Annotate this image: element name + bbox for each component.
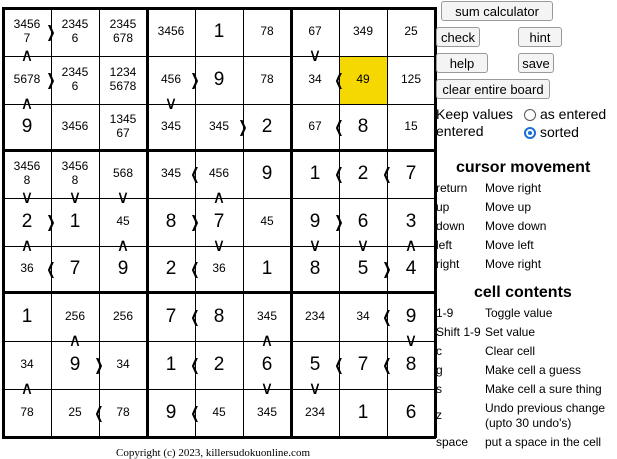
cell-r1c1[interactable]: 3456 7 [13, 17, 41, 45]
cell-contents-key: z [436, 408, 442, 422]
cursor-movement-desc: Move up [485, 200, 532, 214]
cell-r4c6[interactable]: 9 [261, 163, 273, 185]
caret-up-icon: ∧ [20, 45, 34, 66]
less-than-icon: ❮ [382, 164, 392, 183]
caret-down-icon: ∨ [308, 45, 322, 66]
cell-r3c3[interactable]: 1345 67 [109, 112, 137, 140]
cell-contents-key: Shift 1-9 [436, 325, 481, 339]
cell-r2c6[interactable]: 78 [260, 72, 274, 87]
cell-r1c8[interactable]: 349 [352, 24, 374, 39]
cell-r4c1[interactable]: 3456 8 [13, 159, 41, 187]
cell-r8c7[interactable]: 5 [309, 354, 321, 376]
cell-r8c5[interactable]: 2 [213, 354, 225, 376]
cell-r5c5[interactable]: 7 [213, 211, 225, 233]
greater-than-icon: ❯ [238, 117, 248, 136]
cell-r7c2[interactable]: 256 [64, 308, 86, 323]
cursor-movement-key: down [436, 219, 465, 233]
caret-up-icon: ∧ [20, 235, 34, 256]
greater-than-icon: ❯ [46, 22, 56, 41]
cell-r3c9[interactable]: 15 [404, 119, 418, 134]
cell-r7c8[interactable]: 34 [356, 308, 370, 323]
cell-r3c4[interactable]: 345 [160, 119, 182, 134]
grid-vline [290, 7, 293, 438]
greater-than-icon: ❯ [46, 70, 56, 89]
copyright-text: Copyright (c) 2023, killersudokuonline.com [116, 447, 310, 459]
caret-down-icon: ∨ [308, 378, 322, 399]
cell-r8c8[interactable]: 7 [357, 354, 369, 376]
cell-r9c7[interactable]: 234 [304, 405, 326, 420]
cell-r6c4[interactable]: 2 [165, 258, 177, 280]
grid-vline [2, 7, 5, 438]
caret-down-icon: ∨ [308, 235, 322, 256]
cell-r9c2[interactable]: 25 [68, 405, 82, 420]
less-than-icon: ❮ [94, 403, 104, 422]
grid-vline [243, 7, 244, 438]
cell-r4c4[interactable]: 345 [160, 166, 182, 181]
cell-r8c9[interactable]: 8 [405, 354, 417, 376]
cell-r4c7[interactable]: 1 [309, 163, 321, 185]
cell-r1c6[interactable]: 78 [260, 24, 274, 39]
cell-r4c2[interactable]: 3456 8 [61, 159, 89, 187]
cell-r5c9[interactable]: 3 [405, 211, 417, 233]
grid-vline [99, 7, 100, 438]
cell-r4c3[interactable]: 568 [112, 166, 134, 181]
less-than-icon: ❮ [190, 259, 200, 278]
cell-r2c1[interactable]: 5678 [13, 72, 41, 87]
cell-r5c3[interactable]: 45 [116, 214, 130, 229]
cell-r5c8[interactable]: 6 [357, 211, 369, 233]
cell-r9c1[interactable]: 78 [20, 405, 34, 420]
cell-r3c6[interactable]: 2 [261, 116, 273, 138]
radio-sorted-label[interactable]: sorted [540, 124, 579, 140]
cell-r9c4[interactable]: 9 [165, 402, 177, 424]
cell-r6c7[interactable]: 8 [309, 258, 321, 280]
cell-r1c3[interactable]: 2345 678 [109, 17, 137, 45]
cell-r8c6[interactable]: 6 [261, 354, 273, 376]
hint-button[interactable]: hint [518, 27, 562, 47]
cell-r2c3[interactable]: 1234 5678 [109, 65, 137, 93]
cell-contents-heading: cell contents [474, 284, 572, 301]
cell-r7c7[interactable]: 234 [304, 308, 326, 323]
grid-vline [195, 7, 196, 438]
cell-contents-desc: Make cell a guess [485, 363, 582, 377]
cell-r3c1[interactable]: 9 [21, 116, 33, 138]
clear-board-button[interactable]: clear entire board [436, 79, 550, 99]
cell-r5c4[interactable]: 8 [165, 211, 177, 233]
radio-sorted[interactable] [524, 127, 536, 139]
caret-up-icon: ∧ [260, 330, 274, 351]
cell-r4c8[interactable]: 2 [357, 163, 369, 185]
grid-hline [2, 149, 436, 152]
keep-values-label-line2: entered [436, 123, 484, 139]
cell-r5c7[interactable]: 9 [309, 211, 321, 233]
cell-r3c8[interactable]: 8 [357, 116, 369, 138]
caret-down-icon: ∨ [212, 235, 226, 256]
grid-hline [2, 104, 436, 105]
cell-r2c9[interactable]: 125 [400, 72, 422, 87]
less-than-icon: ❮ [334, 117, 344, 136]
cursor-movement-desc: Move left [485, 238, 534, 252]
cell-r5c1[interactable]: 2 [21, 211, 33, 233]
cell-r4c5[interactable]: 456 [208, 166, 230, 181]
caret-down-icon: ∨ [68, 187, 82, 208]
grid-hline [2, 246, 436, 247]
help-button[interactable]: help [436, 53, 488, 73]
cell-r5c2[interactable]: 1 [69, 211, 81, 233]
caret-up-icon: ∧ [116, 235, 130, 256]
cell-r6c2[interactable]: 7 [69, 258, 81, 280]
less-than-icon: ❮ [190, 403, 200, 422]
cell-r2c8[interactable]: 49 [339, 56, 387, 104]
cell-r5c6[interactable]: 45 [260, 214, 274, 229]
caret-down-icon: ∨ [260, 378, 274, 399]
grid-vline [51, 7, 52, 438]
grid-vline [146, 7, 149, 438]
greater-than-icon: ❯ [382, 259, 392, 278]
cell-r2c5[interactable]: 9 [213, 69, 225, 91]
less-than-icon: ❮ [334, 355, 344, 374]
less-than-icon: ❮ [382, 306, 392, 326]
cell-r6c8[interactable]: 5 [357, 258, 369, 280]
radio-as-entered[interactable] [524, 109, 536, 121]
cell-r8c3[interactable]: 34 [116, 357, 130, 372]
save-button[interactable]: save [518, 53, 554, 73]
cursor-movement-heading: cursor movement [456, 159, 591, 176]
caret-up-icon: ∧ [212, 187, 226, 208]
less-than-icon: ❮ [46, 259, 56, 278]
caret-down-icon: ∨ [20, 187, 34, 208]
cell-r8c2[interactable]: 9 [69, 354, 81, 376]
caret-up-icon: ∧ [20, 378, 34, 399]
grid-hline [2, 341, 436, 342]
grid-hline [2, 436, 436, 439]
cell-r6c9[interactable]: 4 [405, 258, 417, 280]
cursor-movement-key: return [436, 181, 468, 195]
less-than-icon: ❮ [382, 355, 392, 374]
cell-contents-key: c [436, 344, 442, 358]
cell-r8c1[interactable]: 34 [20, 357, 34, 372]
cell-r1c2[interactable]: 2345 6 [61, 17, 89, 45]
greater-than-icon: ❯ [46, 212, 56, 231]
cell-r2c4[interactable]: 456 [160, 72, 182, 87]
less-than-icon: ❮ [334, 164, 344, 183]
keep-values-label: Keep values [436, 106, 514, 122]
cursor-movement-desc: Move down [485, 219, 547, 233]
cell-r6c6[interactable]: 1 [261, 258, 273, 280]
sum-calculator-button[interactable]: sum calculator [441, 1, 553, 21]
less-than-icon: ❮ [190, 306, 200, 326]
caret-down-icon: ∨ [356, 235, 370, 256]
radio-as-entered-label[interactable]: as entered [540, 106, 607, 122]
cell-r7c1[interactable]: 1 [21, 305, 33, 327]
caret-up-icon: ∧ [20, 93, 34, 114]
cell-r3c2[interactable]: 3456 [61, 119, 89, 134]
grid-hline [2, 7, 436, 10]
caret-down-icon: ∨ [404, 330, 418, 351]
grid-hline [2, 291, 436, 294]
cell-r2c2[interactable]: 2345 6 [61, 65, 89, 93]
grid-hline [2, 389, 436, 390]
less-than-icon: ❮ [190, 355, 200, 374]
less-than-icon: ❮ [190, 164, 200, 183]
cell-contents-key: g [436, 363, 443, 377]
greater-than-icon: ❯ [334, 212, 344, 231]
cell-contents-key: 1-9 [436, 306, 454, 320]
cell-contents-desc: Set value [485, 325, 536, 339]
cell-r1c4[interactable]: 3456 [157, 24, 185, 39]
cell-contents-desc: Toggle value [485, 306, 553, 320]
cell-r2c7[interactable]: 34 [308, 72, 322, 87]
greater-than-icon: ❯ [94, 355, 104, 374]
grid-hline [2, 56, 436, 57]
cell-r9c9[interactable]: 6 [405, 402, 417, 424]
caret-up-icon: ∧ [404, 235, 418, 256]
greater-than-icon: ❯ [190, 212, 200, 231]
check-button[interactable]: check [436, 27, 480, 47]
cell-r1c9[interactable]: 25 [404, 24, 418, 39]
cell-r1c7[interactable]: 67 [308, 24, 322, 39]
cell-r9c5[interactable]: 45 [212, 405, 226, 420]
cursor-movement-desc: Move right [485, 181, 542, 195]
grid-hline [2, 198, 436, 199]
cell-r8c4[interactable]: 1 [165, 354, 177, 376]
cell-r6c3[interactable]: 9 [117, 258, 129, 280]
cell-r6c1[interactable]: 36 [20, 261, 34, 276]
cell-r4c9[interactable]: 7 [405, 163, 417, 185]
cell-contents-desc: Clear cell [485, 344, 536, 358]
cell-r7c9[interactable]: 9 [405, 305, 417, 327]
cell-r9c3[interactable]: 78 [116, 405, 130, 420]
cell-r9c6[interactable]: 345 [256, 405, 278, 420]
cell-r3c7[interactable]: 67 [308, 119, 322, 134]
cell-r7c3[interactable]: 256 [112, 308, 134, 323]
greater-than-icon: ❯ [190, 70, 200, 89]
grid-vline [387, 7, 388, 438]
cursor-movement-key: up [436, 200, 450, 214]
cell-contents-desc: put a space in the cell [485, 435, 602, 449]
cell-r1c5[interactable]: 1 [213, 21, 225, 43]
caret-down-icon: ∨ [164, 93, 178, 114]
cursor-movement-desc: Move right [485, 257, 542, 271]
cell-contents-key: space [436, 435, 469, 449]
cell-r3c5[interactable]: 345 [208, 119, 230, 134]
cell-contents-desc: Make cell a sure thing [485, 382, 602, 396]
cell-r9c8[interactable]: 1 [357, 402, 369, 424]
cell-r6c5[interactable]: 36 [212, 261, 226, 276]
cell-r7c4[interactable]: 7 [165, 305, 177, 327]
cell-r7c6[interactable]: 345 [256, 308, 278, 323]
caret-down-icon: ∨ [116, 187, 130, 208]
grid-vline [339, 7, 340, 438]
cell-r7c5[interactable]: 8 [213, 305, 225, 327]
cursor-movement-key: left [436, 238, 453, 252]
cursor-movement-key: right [436, 257, 460, 271]
cell-contents-desc: Undo previous change (upto 30 undo's) [485, 401, 606, 430]
caret-up-icon: ∧ [68, 330, 82, 351]
cell-contents-key: s [436, 382, 442, 396]
less-than-icon: ❮ [334, 70, 344, 89]
